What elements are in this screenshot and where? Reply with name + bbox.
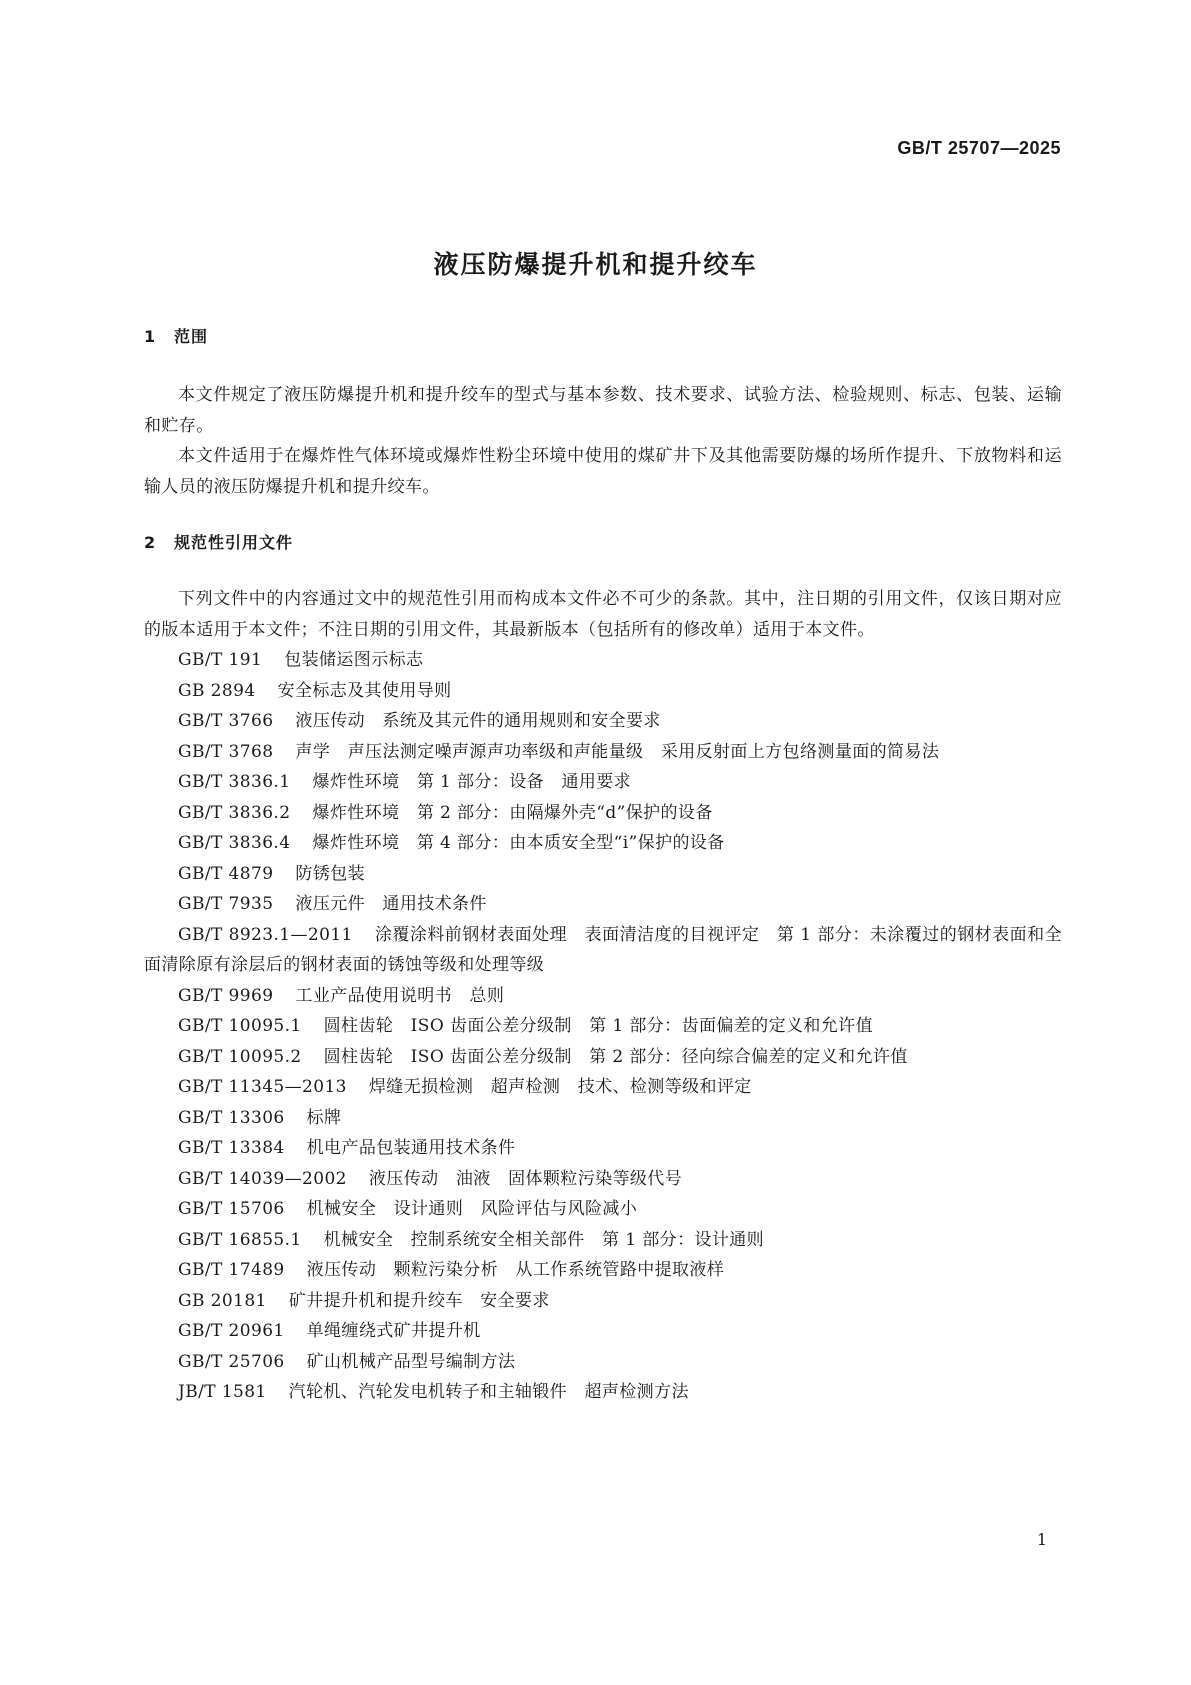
paragraph: 本文件规定了液压防爆提升机和提升绞车的型式与基本参数、技术要求、试验方法、检验规则、标志、包装、运输和贮存。 [144, 385, 1062, 436]
reference-title: 圆柱齿轮 ISO 齿面公差分级制 第 2 部分：径向综合偏差的定义和允许值 [323, 1046, 908, 1067]
reference-code: GB/T 17489 [178, 1260, 285, 1280]
page-number: 1 [1036, 1530, 1047, 1549]
reference-code: GB/T 10095.1 [178, 1016, 302, 1036]
reference-item [144, 1225, 1062, 1256]
reference-item [144, 1103, 1062, 1134]
section-title: 范围 [174, 327, 209, 346]
reference-title: 爆炸性环境 第 4 部分：由本质安全型“i”保护的设备 [312, 833, 725, 853]
section-1-body [144, 380, 1062, 502]
reference-item [144, 1133, 1062, 1164]
reference-item [144, 645, 1062, 676]
reference-title: 单绳缠绕式矿井提升机 [306, 1321, 481, 1341]
reference-code: GB/T 14039—2002 [178, 1168, 347, 1189]
reference-code: GB/T 16855.1 [178, 1229, 302, 1250]
reference-item [144, 981, 1062, 1012]
reference-code: GB/T 4879 [178, 863, 274, 884]
reference-code: GB/T 7935 [178, 894, 274, 914]
reference-title: 机械安全 设计通则 风险评估与风险减小 [306, 1199, 638, 1219]
section-1-heading [144, 324, 208, 347]
reference-code: GB/T 3768 [178, 741, 274, 762]
reference-code: GB/T 8923.1—2011 [178, 924, 353, 945]
reference-title: 声学 声压法测定噪声源声功率级和声能量级 采用反射面上方包络测量面的简易法 [295, 741, 940, 762]
reference-code: JB/T 1581 [178, 1382, 267, 1402]
reference-title: 爆炸性环境 第 1 部分：设备 通用要求 [312, 772, 632, 792]
paragraph: 本文件适用于在爆炸性气体环境或爆炸性粉尘环境中使用的煤矿井下及其他需要防爆的场所作提升、下放物料和运输人员的液压防爆提升机和提升绞车。 [144, 446, 1062, 497]
reference-code: GB/T 3836.1 [178, 772, 291, 792]
reference-item [144, 828, 1062, 859]
reference-code: GB 20181 [178, 1290, 267, 1311]
reference-item [144, 1347, 1062, 1378]
reference-item [144, 1164, 1062, 1195]
reference-code: GB/T 25706 [178, 1351, 285, 1372]
reference-title: 液压传动 油液 固体颗粒污染等级代号 [368, 1168, 683, 1189]
reference-code: GB/T 9969 [178, 985, 274, 1006]
reference-code: GB/T 13306 [178, 1107, 285, 1128]
reference-title: 爆炸性环境 第 2 部分：由隔爆外壳“d”保护的设备 [312, 802, 713, 823]
reference-item [144, 1286, 1062, 1317]
reference-code: GB/T 13384 [178, 1138, 285, 1158]
reference-title: 矿山机械产品型号编制方法 [306, 1351, 516, 1372]
section-number: 1 [144, 327, 157, 346]
reference-title: 防锈包装 [295, 863, 366, 884]
reference-title: 汽轮机、汽轮发电机转子和主轴锻件 超声检测方法 [288, 1382, 689, 1402]
reference-item [144, 706, 1062, 737]
reference-title: 矿井提升机和提升绞车 安全要求 [288, 1290, 550, 1311]
reference-title: 焊缝无损检测 超声检测 技术、检测等级和评定 [368, 1077, 752, 1097]
section-number: 2 [144, 533, 157, 552]
reference-code: GB/T 3836.4 [178, 833, 291, 853]
reference-title: 工业产品使用说明书 总则 [295, 985, 505, 1006]
reference-item [144, 737, 1062, 768]
reference-item [144, 798, 1062, 829]
reference-list [144, 645, 1062, 1408]
section-title: 规范性引用文件 [174, 533, 294, 552]
reference-code: GB/T 191 [178, 650, 263, 670]
reference-item [144, 1255, 1062, 1286]
reference-code: GB 2894 [178, 680, 256, 701]
reference-item [144, 1072, 1062, 1103]
document-title: 液压防爆提升机和提升绞车 [433, 250, 758, 279]
reference-title: 标牌 [306, 1107, 342, 1128]
intro-paragraph: 下列文件中的内容通过文中的规范性引用而构成本文件必不可少的条款。其中，注日期的引用文件，仅该日期对应的版本适用于本文件；不注日期的引用文件，其最新版本（包括所有的修改单）适用于本文件。 [144, 589, 1062, 640]
reference-title: 涂覆涂料前钢材表面处理 表面清洁度的目视评定 第 1 部分：未涂覆过的钢材表面和全面清除原有涂层后的钢材表面的锈蚀等级和处理等级 [144, 924, 1062, 975]
reference-title: 安全标志及其使用导则 [277, 680, 452, 701]
reference-item [144, 889, 1062, 920]
reference-code: GB/T 3766 [178, 711, 274, 731]
reference-item [144, 1042, 1062, 1073]
reference-title: 液压元件 通用技术条件 [295, 894, 487, 914]
reference-code: GB/T 15706 [178, 1199, 285, 1219]
section-2-heading [144, 530, 293, 553]
reference-title: 液压传动 系统及其元件的通用规则和安全要求 [295, 711, 661, 731]
reference-item [144, 1194, 1062, 1225]
reference-title: 包装储运图示标志 [284, 650, 424, 670]
reference-code: GB/T 10095.2 [178, 1046, 302, 1067]
reference-item [144, 1316, 1062, 1347]
reference-item [144, 676, 1062, 707]
reference-title: 液压传动 颗粒污染分析 从工作系统管路中提取液样 [306, 1260, 725, 1280]
standard-number: GB/T 25707—2025 [897, 138, 1061, 158]
reference-item [144, 767, 1062, 798]
reference-item [144, 1377, 1062, 1408]
reference-code: GB/T 11345—2013 [178, 1077, 347, 1097]
reference-title: 机械安全 控制系统安全相关部件 第 1 部分：设计通则 [323, 1229, 765, 1250]
reference-title: 机电产品包装通用技术条件 [306, 1138, 516, 1158]
reference-item [144, 1011, 1062, 1042]
reference-item [144, 859, 1062, 890]
reference-code: GB/T 3836.2 [178, 802, 291, 823]
reference-item [144, 920, 1062, 981]
reference-code: GB/T 20961 [178, 1321, 285, 1341]
reference-title: 圆柱齿轮 ISO 齿面公差分级制 第 1 部分：齿面偏差的定义和允许值 [323, 1016, 873, 1036]
section-2-body [144, 584, 1062, 1408]
